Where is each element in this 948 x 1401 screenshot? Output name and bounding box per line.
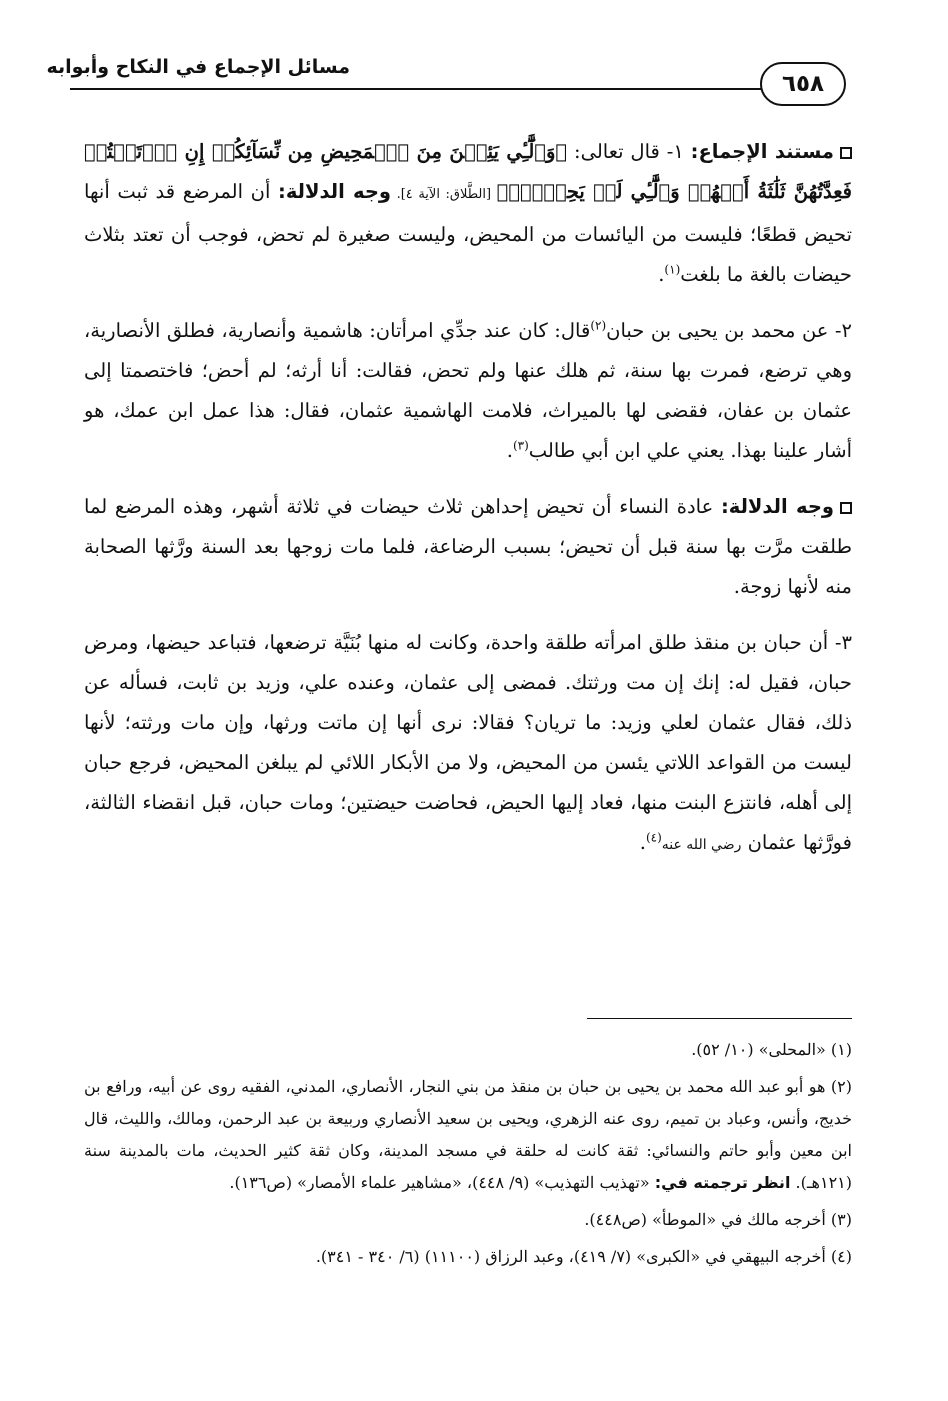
paragraph-text: ٢- عن محمد بن يحيى بن حبان [606,319,852,342]
paragraph-end: . [658,263,665,286]
honorific: رضي الله عنه [661,837,742,853]
page-number: ٦٥٨ [781,71,825,97]
section-heading: وجه الدلالة: [720,495,835,518]
footnote-marker[interactable]: (٤) [645,830,662,845]
footnote-marker[interactable]: (٣) [512,438,529,453]
paragraph-indication [84,487,852,607]
footnote-text: «تهذيب التهذيب» (٩/ ٤٤٨)، «مشاهير علماء الأمصار» (ص١٣٦). [229,1173,655,1192]
paragraph-text: عادة النساء أن تحيض إحداهن ثلاث حيضات في ثلاثة أشهر، وهذه المرضع لما طلقت مرَّت بها سنة قبل أن تحيض؛ بسبب الرضاعة، فلما مات زوجها بعد السنة ورَّثها الصحابة منه لأنها زوجة. [84,495,852,598]
footnote-marker[interactable]: (١) [664,262,681,277]
paragraph-narration-2 [84,311,852,471]
page-number-frame [760,62,846,106]
header-rule [70,88,765,90]
footnote-rule [587,1018,852,1019]
section-heading: مستند الإجماع: [690,140,835,163]
footnote-2 [84,1071,852,1199]
footnotes [84,1034,852,1278]
verse-reference: [الطَّلاق: الآية ٤]. [391,187,497,202]
footnote-1: (١) «المحلى» (١٠/ ٥٢). [691,1040,852,1059]
footnote-3: (٣) أخرجه مالك في «الموطأ» (ص٤٤٨). [584,1210,852,1229]
footnote-bold: انظر ترجمته في: [654,1173,791,1192]
footnote-marker[interactable]: (٢) [590,318,607,333]
paragraph-text: ٣- أن حبان بن منقذ طلق امرأته طلقة واحدة، وكانت له منها بُنَيَّة ترضعها، فتباعد حيضها، ومرض حبان، فقيل له: إنك إن مت ورثتك. فمضى إلى عثمان، وعنده علي، وزيد بن ثابت، فسأله عن ذلك، فقال عثمان لعلي وزيد: ما تريان؟ فقالا: نرى أنها إن ماتت ورثها، وإن مات ورثته؛ لأنها ليست من القواعد اللاتي يئسن من المحيض، ولا من الأبكار اللائي لم يبلغن المحيض، فرجع حبان إلى أهله، فانتزع البنت منها، فعاد إليها الحيض، فحاضت حيضتين؛ ومات حبان، قبل انقضاء الثالثة، فورَّثها عثمان [84,631,852,854]
square-bullet-icon [840,502,852,514]
paragraph-end: . [506,439,513,462]
footnote-text: (٢) هو أبو عبد الله محمد بن يحيى بن حبان بن منقذ من بني النجار، الأنصاري، المدني، الفقيه روى عن أبيه، ورافع بن خديج، وأنس، وعباد بن تميم، روى عنه الزهري، ويحيى بن سعيد الأنصاري وربيعة بن عبد الرحمن، ومالك، والليث، قال ابن معين وأبو حاتم والنسائي: ثقة كانت له حلقة في مسجد المدينة، وكان ثقة كثير الحديث، مات بالمدينة سنة (١٢١هـ). [84,1077,852,1192]
running-title: مسائل الإجماع في النكاح وأبوابه [46,56,350,78]
quran-verse: ﴿وَٱلَّٰٓـِٔي يَئِسۡنَ مِنَ ٱلۡمَحِيضِ مِن نِّسَآئِكُمۡ إِنِ ٱرۡتَبۡتُمۡ فَعِدَّتُهُنَّ ثَلَٰثَةُ أَشۡهُرٖ وَٱلَّٰٓـِٔي لَمۡ يَحِضۡنَۚ﴾ [84,140,853,203]
footnote-4: (٤) أخرجه البيهقي في «الكبرى» (٧/ ٤١٩)، وعبد الرزاق (١١١٠٠) (٦/ ٣٤٠ - ٣٤١). [315,1247,852,1266]
paragraph-narration-3 [84,623,852,865]
paragraph-text: ١- قال تعالى: [567,140,691,163]
paragraph-end: . [639,831,646,854]
paragraph-evidence [84,132,852,295]
main-text [84,132,852,881]
paragraph-text: أن المرضع قد ثبت أنها تحيض قطعًا؛ فليست من اليائسات من المحيض، وليست صغيرة لم تحض، فوجب أن تعتد بثلاث حيضات بالغة ما بلغت [84,180,852,286]
square-bullet-icon [840,147,852,159]
paragraph-text: قال: كان عند جدِّي امرأتان: هاشمية وأنصارية، فطلق الأنصارية، وهي ترضع، فمرت بها سنة، ثم هلك عنها ولم تحض، فقالت: أنا أرثه؛ لم أحض؛ فاختصمتا إلى عثمان بن عفان، فقضى لها بالميراث، فلامت الهاشمية عثمان، فقال: هذا عمل ابن عمك، هو أشار علينا بهذا. يعني علي ابن أبي طالب [84,319,852,462]
section-heading: وجه الدلالة: [278,180,391,203]
